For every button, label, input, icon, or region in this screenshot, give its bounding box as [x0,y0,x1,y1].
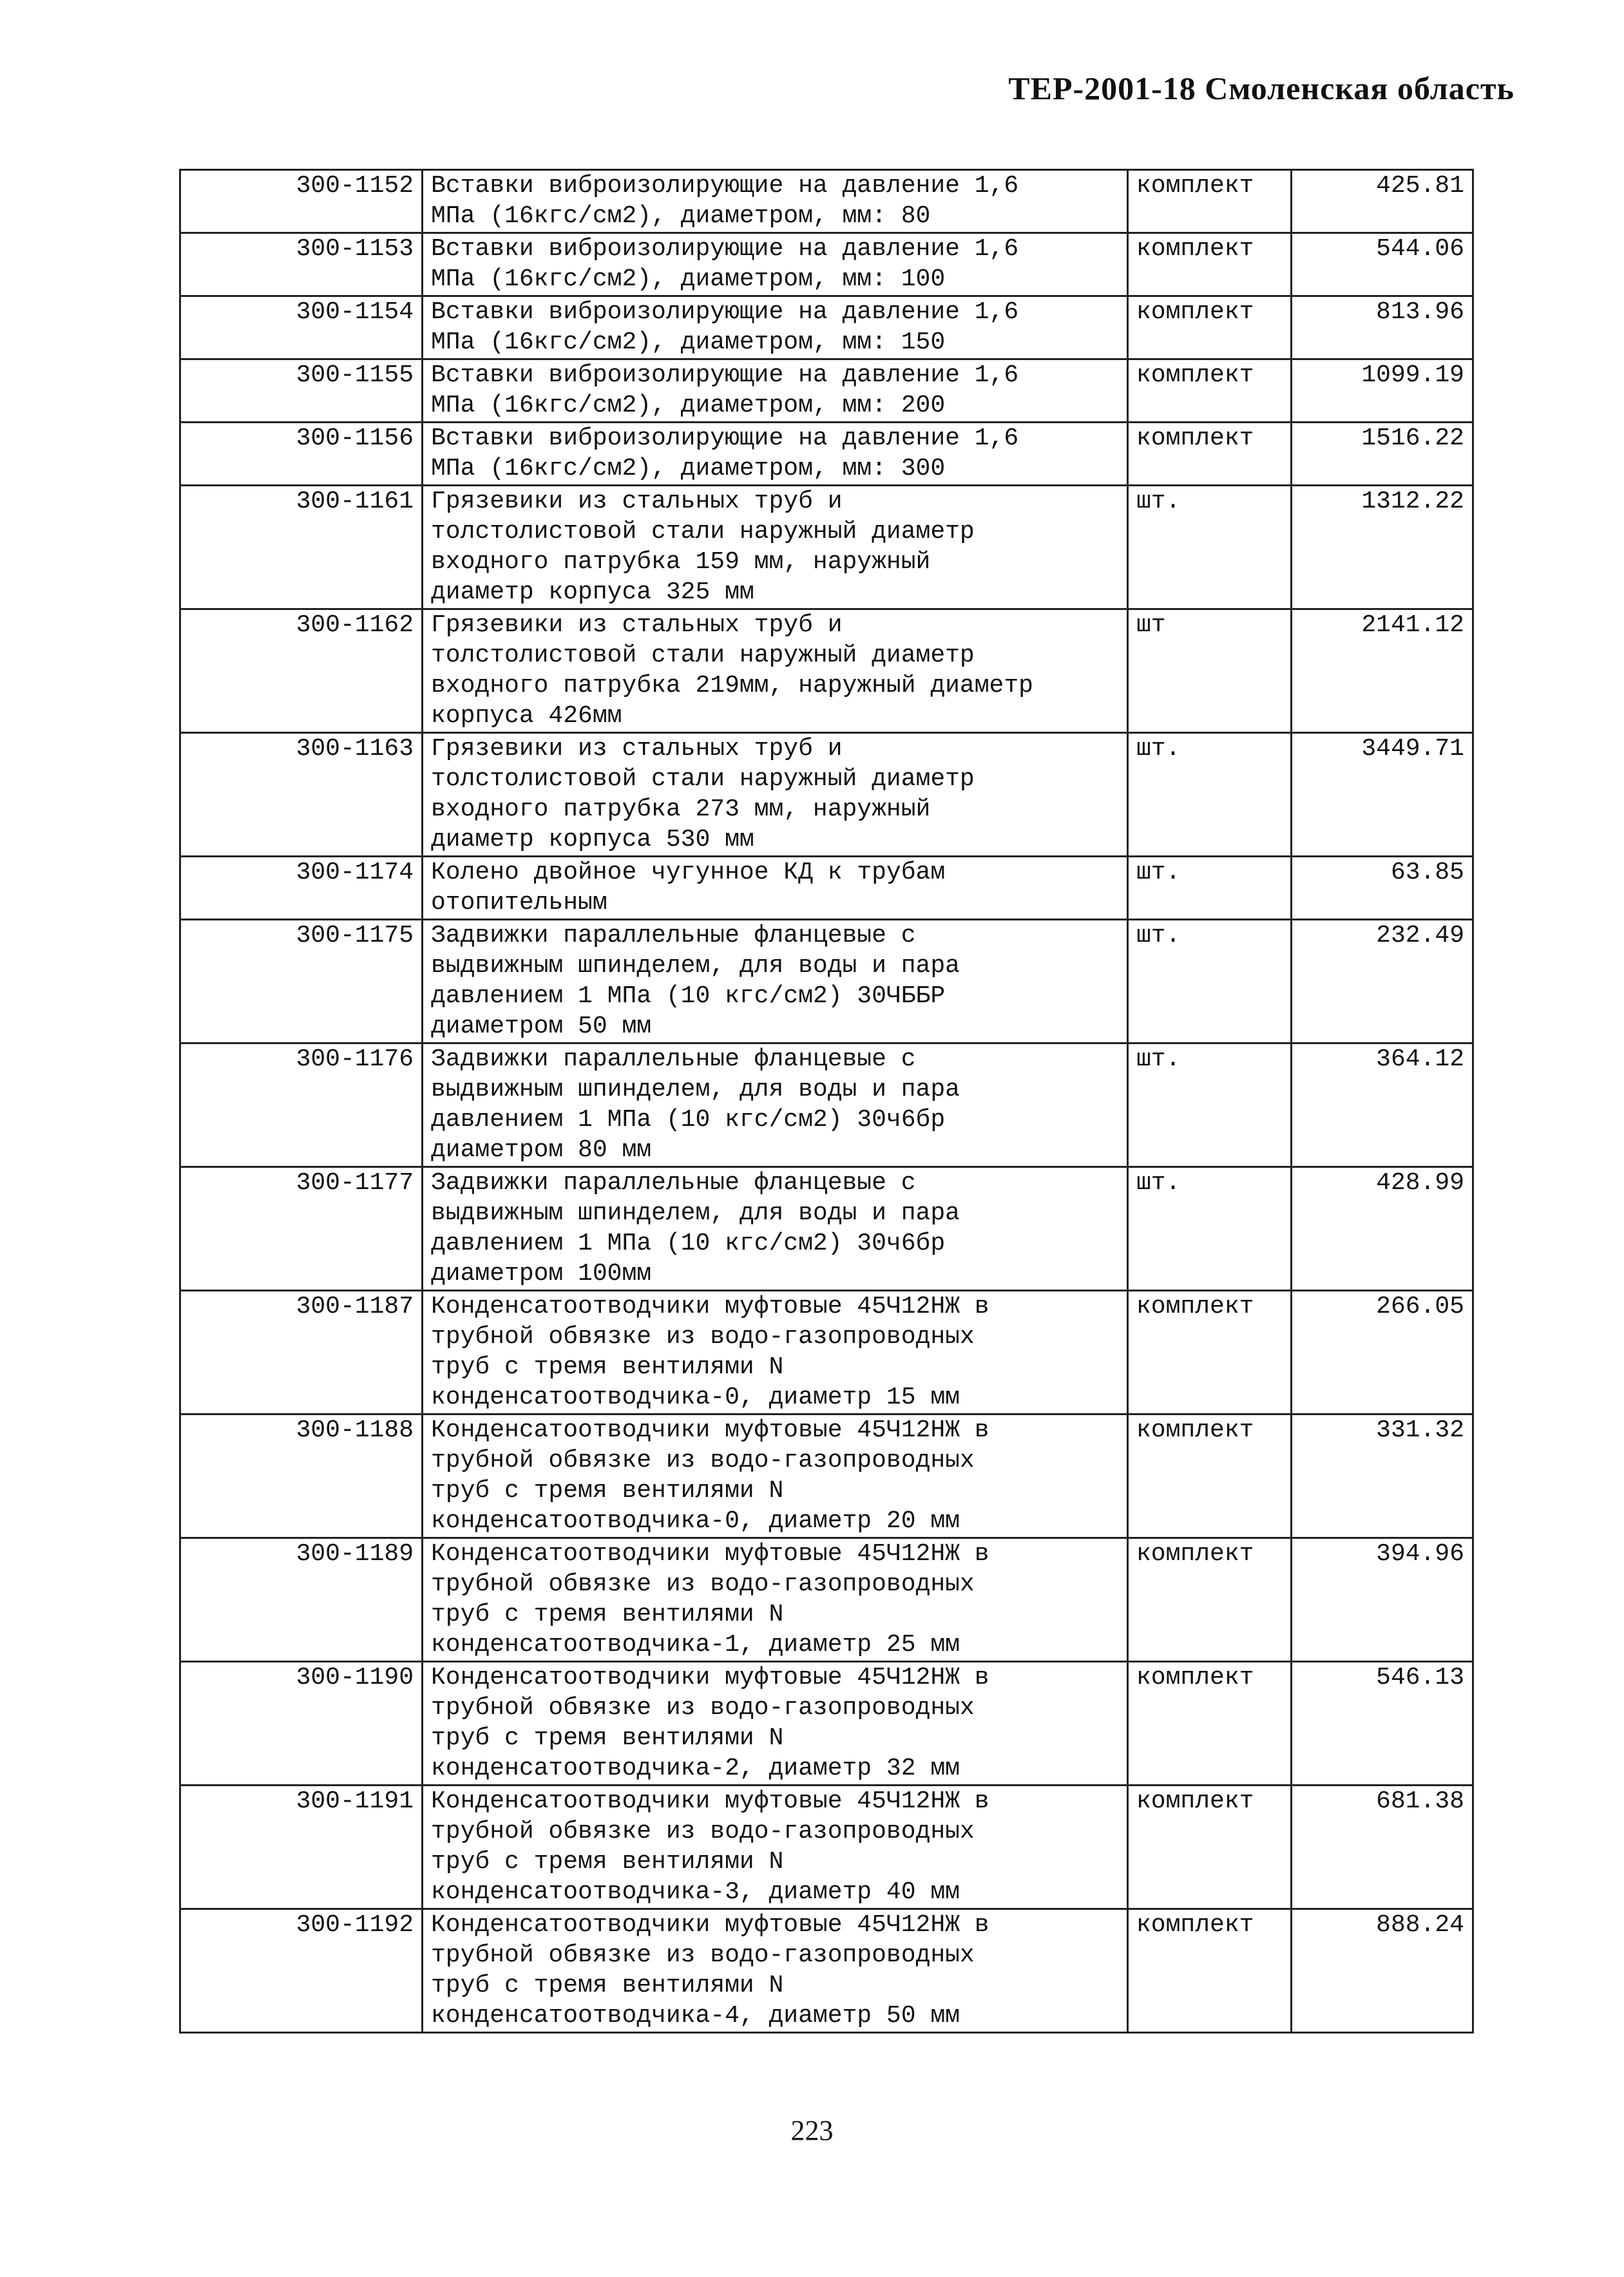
resource-name-cell: Вставки виброизолирующие на давление 1,6 МПа (16кгс/см2), диаметром, мм: 300 [423,423,1128,486]
price-cell: 544.06 [1292,233,1473,296]
resource-name-cell: Задвижки параллельные фланцевые с выдвижным шпинделем, для воды и пара давлением 1 МПа (10 кгс/см2) 30ч6бр диаметром 80 мм [423,1043,1128,1167]
unit-cell: комплект [1128,296,1292,359]
price-cell: 394.96 [1292,1538,1473,1662]
unit-cell: комплект [1128,423,1292,486]
price-cell: 1516.22 [1292,423,1473,486]
price-cell: 425.81 [1292,170,1473,233]
table-row [180,296,1473,359]
unit-cell: шт. [1128,486,1292,609]
resource-code-cell: 300-1163 [180,733,423,857]
price-cell: 63.85 [1292,857,1473,920]
price-cell: 428.99 [1292,1167,1473,1291]
resource-code-cell: 300-1188 [180,1415,423,1538]
resource-code-cell: 300-1175 [180,920,423,1043]
resource-name-cell: Задвижки параллельные фланцевые с выдвижным шпинделем, для воды и пара давлением 1 МПа (10 кгс/см2) 30ч6бр диаметром 100мм [423,1167,1128,1291]
resource-code-cell: 300-1154 [180,296,423,359]
table-row [180,1043,1473,1167]
resource-name-cell: Грязевики из стальных труб и толстолистовой стали наружный диаметр входного патрубка 273 мм, наружный диаметр корпуса 530 мм [423,733,1128,857]
resource-name-cell: Конденсатоотводчики муфтовые 45Ч12НЖ в трубной обвязке из водо-газопроводных труб с тремя вентилями N конденсатоотводчика-1, диаметр 25 мм [423,1538,1128,1662]
table-row [180,920,1473,1043]
resource-name-cell: Грязевики из стальных труб и толстолистовой стали наружный диаметр входного патрубка 219мм, наружный диаметр корпуса 426мм [423,609,1128,733]
price-cell: 1099.19 [1292,359,1473,423]
unit-cell: шт. [1128,1167,1292,1291]
price-cell: 2141.12 [1292,609,1473,733]
price-cell: 364.12 [1292,1043,1473,1167]
price-cell: 232.49 [1292,920,1473,1043]
unit-cell: шт. [1128,733,1292,857]
unit-cell: шт [1128,609,1292,733]
price-cell: 331.32 [1292,1415,1473,1538]
table-row [180,1167,1473,1291]
table-row [180,1291,1473,1415]
resource-code-cell: 300-1162 [180,609,423,733]
resource-name-cell: Вставки виброизолирующие на давление 1,6 МПа (16кгс/см2), диаметром, мм: 200 [423,359,1128,423]
unit-cell: комплект [1128,1662,1292,1786]
unit-cell: комплект [1128,1415,1292,1538]
resource-name-cell: Конденсатоотводчики муфтовые 45Ч12НЖ в трубной обвязке из водо-газопроводных труб с тремя вентилями N конденсатоотводчика-3, диаметр 40 мм [423,1786,1128,1909]
document-header: ТЕР-2001-18 Смоленская область [1008,70,1514,106]
table-row [180,423,1473,486]
table-row [180,1909,1473,2033]
resource-code-cell: 300-1177 [180,1167,423,1291]
resource-code-cell: 300-1187 [180,1291,423,1415]
table-row [180,170,1473,233]
price-table [179,169,1474,2034]
resource-code-cell: 300-1153 [180,233,423,296]
unit-cell: комплект [1128,1538,1292,1662]
resource-code-cell: 300-1192 [180,1909,423,2033]
unit-cell: шт. [1128,1043,1292,1167]
table-row [180,233,1473,296]
table-row [180,486,1473,609]
unit-cell: комплект [1128,170,1292,233]
table-row [180,1415,1473,1538]
resource-name-cell: Конденсатоотводчики муфтовые 45Ч12НЖ в трубной обвязке из водо-газопроводных труб с тремя вентилями N конденсатоотводчика-4, диаметр 50 мм [423,1909,1128,2033]
price-cell: 266.05 [1292,1291,1473,1415]
resource-code-cell: 300-1191 [180,1786,423,1909]
table-row [180,1538,1473,1662]
resource-code-cell: 300-1156 [180,423,423,486]
resource-code-cell: 300-1189 [180,1538,423,1662]
unit-cell: комплект [1128,1786,1292,1909]
resource-name-cell: Задвижки параллельные фланцевые с выдвижным шпинделем, для воды и пара давлением 1 МПа (10 кгс/см2) 30ЧББР диаметром 50 мм [423,920,1128,1043]
price-cell: 681.38 [1292,1786,1473,1909]
table-row [180,857,1473,920]
table-row [180,609,1473,733]
resource-code-cell: 300-1190 [180,1662,423,1786]
table-row [180,1786,1473,1909]
unit-cell: комплект [1128,1291,1292,1415]
resource-code-cell: 300-1174 [180,857,423,920]
table-row [180,733,1473,857]
resource-name-cell: Вставки виброизолирующие на давление 1,6 МПа (16кгс/см2), диаметром, мм: 100 [423,233,1128,296]
resource-name-cell: Вставки виброизолирующие на давление 1,6 МПа (16кгс/см2), диаметром, мм: 150 [423,296,1128,359]
unit-cell: шт. [1128,920,1292,1043]
price-cell: 1312.22 [1292,486,1473,609]
unit-cell: комплект [1128,1909,1292,2033]
price-cell: 813.96 [1292,296,1473,359]
table-row [180,1662,1473,1786]
resource-code-cell: 300-1155 [180,359,423,423]
price-cell: 546.13 [1292,1662,1473,1786]
unit-cell: шт. [1128,857,1292,920]
resource-name-cell: Конденсатоотводчики муфтовые 45Ч12НЖ в трубной обвязке из водо-газопроводных труб с тремя вентилями N конденсатоотводчика-0, диаметр 20 мм [423,1415,1128,1538]
price-cell: 888.24 [1292,1909,1473,2033]
resource-name-cell: Конденсатоотводчики муфтовые 45Ч12НЖ в трубной обвязке из водо-газопроводных труб с тремя вентилями N конденсатоотводчика-2, диаметр 32 мм [423,1662,1128,1786]
resource-code-cell: 300-1161 [180,486,423,609]
unit-cell: комплект [1128,233,1292,296]
price-cell: 3449.71 [1292,733,1473,857]
resource-name-cell: Колено двойное чугунное КД к трубам отопительным [423,857,1128,920]
resource-code-cell: 300-1176 [180,1043,423,1167]
resource-code-cell: 300-1152 [180,170,423,233]
resource-name-cell: Конденсатоотводчики муфтовые 45Ч12НЖ в трубной обвязке из водо-газопроводных труб с тремя вентилями N конденсатоотводчика-0, диаметр 15 мм [423,1291,1128,1415]
page-number: 223 [790,2115,834,2146]
resource-name-cell: Грязевики из стальных труб и толстолистовой стали наружный диаметр входного патрубка 159 мм, наружный диаметр корпуса 325 мм [423,486,1128,609]
resource-name-cell: Вставки виброизолирующие на давление 1,6 МПа (16кгс/см2), диаметром, мм: 80 [423,170,1128,233]
table-row [180,359,1473,423]
unit-cell: комплект [1128,359,1292,423]
